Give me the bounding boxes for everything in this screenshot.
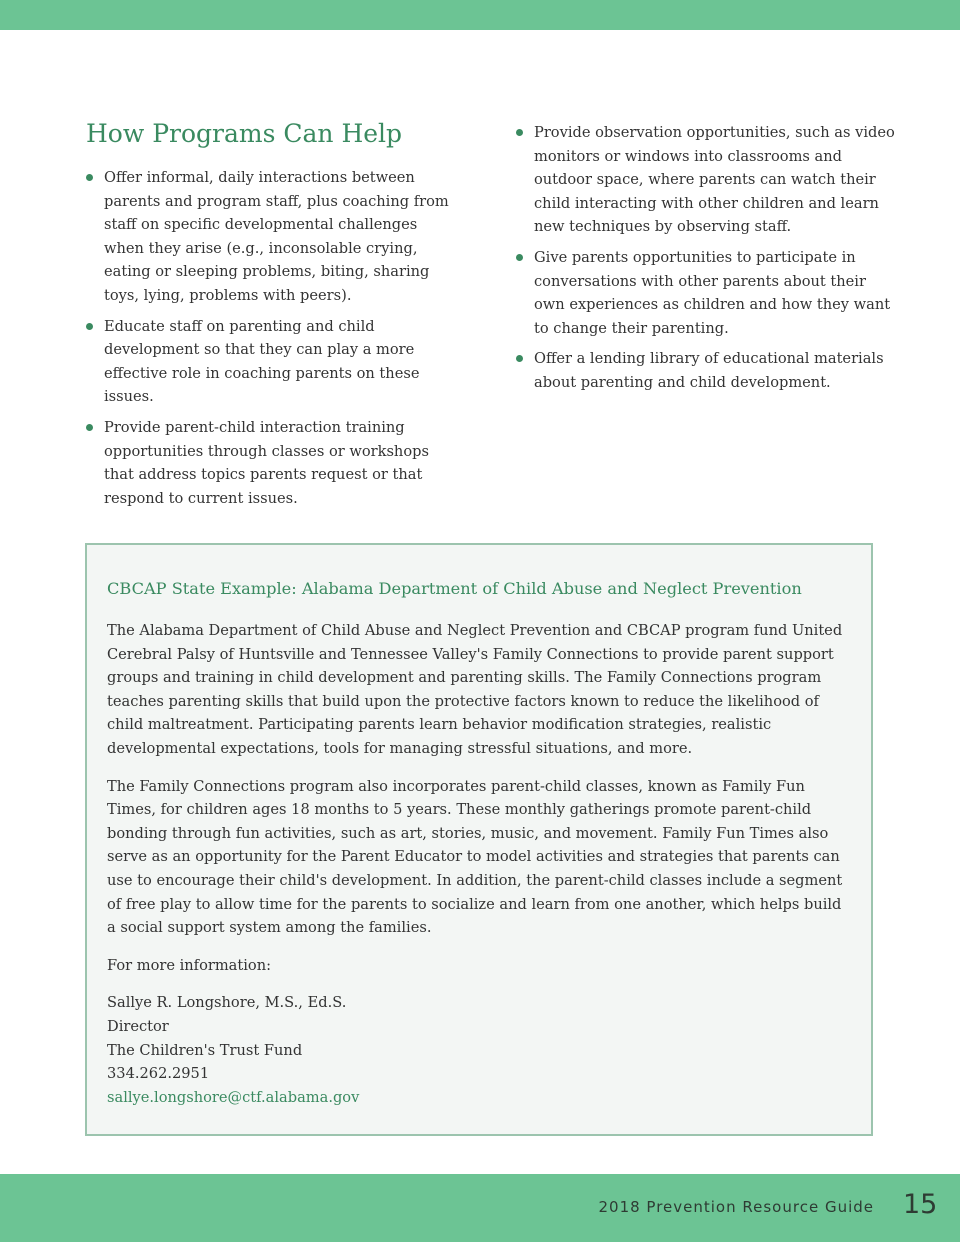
callout-paragraph: The Alabama Department of Child Abuse and Neglect Prevention and CBCAP program fund United Cerebral Palsy of Huntsville and Tennessee Valley's Family Connections to provide parent support groups and training in child development and parenting skills. The Family Connections program teaches parenting skills that build upon the protective factors known to reduce the likelihood of child maltreatment. Participating parents learn behavior modification strategies, realistic developmental expectations, tools for managing stressful situations, and more. bbox=[107, 622, 843, 757]
bullet-item bbox=[86, 315, 458, 409]
bullet-dot-icon bbox=[86, 323, 93, 330]
contact-email-link[interactable]: sallye.longshore@ctf.alabama.gov bbox=[107, 1088, 360, 1106]
bullet-text: Offer informal, daily interactions between parents and program staff, plus coaching from staff on specific developmental challenges when they arise (e.g., inconsolable crying, eating or sleeping problems, biting, sharing toys, lying, problems with peers). bbox=[104, 169, 449, 304]
bullet-item bbox=[86, 166, 458, 308]
section-heading: How Programs Can Help bbox=[86, 119, 403, 148]
left-bullet-list bbox=[86, 166, 458, 517]
contact-phone: 334.262.2951 bbox=[107, 1065, 210, 1083]
footer-guide-title: 2018 Prevention Resource Guide bbox=[598, 1198, 874, 1216]
bullet-dot-icon bbox=[516, 355, 523, 362]
callout-title: CBCAP State Example: Alabama Department of Child Abuse and Neglect Prevention bbox=[107, 579, 802, 598]
bullet-dot-icon bbox=[86, 424, 93, 431]
contact-org: The Children's Trust Fund bbox=[107, 1041, 303, 1059]
bullet-dot-icon bbox=[516, 129, 523, 136]
bullet-dot-icon bbox=[516, 254, 523, 261]
bullet-text: Provide parent-child interaction training opportunities through classes or workshops that address topics parents request or that respond to current issues. bbox=[104, 418, 429, 507]
bullet-text: Offer a lending library of educational materials about parenting and child development. bbox=[534, 350, 884, 391]
more-info-label: For more information: bbox=[107, 956, 272, 974]
callout-paragraph: The Family Connections program also incorporates parent-child classes, known as Family Fun Times, for children ages 18 months to 5 years. These monthly gatherings promote parent-child bonding through fun activities, such as art, stories, music, and movement. Family Fun Times also serve as an opportunity for the Parent Educator to model activities and strategies that parents can use to encourage their child's development. In addition, the parent-child classes include a segment of free play to allow time for the parents to socialize and learn from one another, which helps build a social support system among the families. bbox=[107, 777, 843, 937]
bullet-item bbox=[516, 246, 896, 340]
page-number: 15 bbox=[903, 1189, 938, 1220]
right-bullet-list bbox=[516, 121, 896, 402]
state-example-callout bbox=[85, 543, 873, 1136]
top-accent-bar bbox=[0, 0, 960, 30]
contact-title: Director bbox=[107, 1017, 169, 1035]
contact-block bbox=[107, 991, 851, 1109]
bullet-item bbox=[86, 416, 458, 510]
bullet-text: Educate staff on parenting and child development so that they can play a more effective role in coaching parents on these issues. bbox=[104, 317, 420, 406]
bullet-item bbox=[516, 121, 896, 239]
bullet-text: Give parents opportunities to participate in conversations with other parents about their own experiences as children and how they want to change their parenting. bbox=[534, 248, 891, 337]
bullet-text: Provide observation opportunities, such as video monitors or windows into classrooms and outdoor space, where parents can watch their child interacting with other children and learn new techniques by observing staff. bbox=[534, 124, 895, 236]
contact-name: Sallye R. Longshore, M.S., Ed.S. bbox=[107, 994, 347, 1012]
bullet-dot-icon bbox=[86, 174, 93, 181]
bullet-item bbox=[516, 347, 896, 394]
